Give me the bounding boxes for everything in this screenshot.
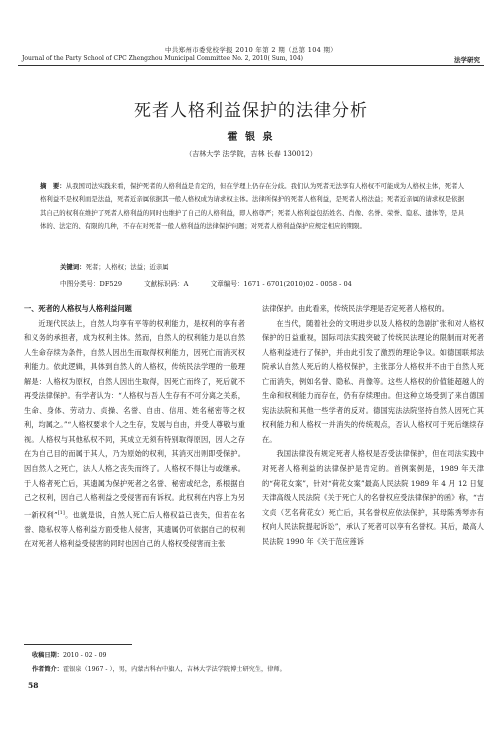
journal-header-cn: 中共郑州市委党校学报 2010 年第 2 期（总第 104 期）	[164, 46, 338, 54]
section-heading: 一、死者的人格权与人格利益问题	[24, 304, 132, 313]
article-number: 文章编号：1671 - 6701(2010)02 - 0058 - 04	[210, 280, 352, 288]
abstract-label: 摘 要：	[40, 182, 66, 190]
clc-number: 中图分类号：DF529	[60, 280, 123, 288]
document-code: 文献标识码：A	[144, 280, 189, 288]
footnote-rule	[24, 644, 132, 645]
body-paragraph: 我国法律没有规定死者人格权是否受法律保护，但在司法实践中对死者人格利益的法律保护是肯定的。首例案例是，1989 年天津的“荷花女案”，针对“荷花女案”最高人民法院 1989 年 4 月 12 日复天津高级人民法院《关于死亡人的名誉权应受法律保护的函》称，“吉文贞（艺名荷花女）死亡后，其名誉权应依法保护，其母陈秀琴亦有权向人民法院提起诉讼”，承认了死者可以享有名誉权。其后，最高人民法院 1990 年《关于范应莲诉	[262, 449, 484, 546]
article-author: 霍 银 泉	[227, 132, 275, 143]
keywords-label: 关键词：	[60, 263, 86, 271]
classification-line	[60, 278, 480, 288]
footnote-received: 收稿日期：2010 - 02 - 09	[32, 652, 107, 659]
section-tag: 法学研究	[454, 56, 480, 64]
article-title: 死者人格利益保护的法律分析	[134, 101, 368, 121]
abstract	[40, 180, 464, 234]
page-number: 58	[28, 681, 39, 690]
body-paragraph: 法律保护。由此看来，传统民法学理是否定死者人格权的。	[262, 304, 449, 313]
header-rule	[18, 65, 484, 66]
abstract-text: 从我国司法实践来看，保护死者的人格利益是肯定的，但在学理上仍存在分歧。我们认为死者无法享有人格权不可能成为人格权主体，死者人格利益不是权利而是法益，死者近亲属依据其一般人格权成为请求权主体。法律所保护的死者人格利益，是死者人格法益；死者近亲属的请求权是依据其自己的权利在维护了死者人格利益的同时也维护了自己的人格利益，即人格尊严；死者人格利益包括姓名、肖像、名誉、荣誉、隐私、遗体等，是具体的、法定的、有限的几种，不存在对死者一般人格利益的法律保护问题；对死者人格利益保护应规定相应的期限。	[40, 182, 465, 231]
keywords	[60, 262, 169, 271]
journal-header-en: Journal of the Party School of CPC Zhengzhou Municipal Committee No. 2, 2010( Sum, 104)	[22, 55, 304, 62]
author-affiliation: （吉林大学 法学院，吉林 长春 130012）	[185, 150, 317, 158]
body-paragraph: 近现代民法上，自然人均享有平等的权利能力，是权利的享有者和义务的承担者，成为权利主体。然而，自然人的权利能力是以自然人生命存续为条件，自然人因出生而取得权利能力，因死亡而消灭权利能力。依此逻辑，具体到自然人的人格权，传统民法学理的一般理解是：人格权为原权，自然人因出生取得，因死亡而终了，死后就不再受法律保护。有学者认为：“人格权与吾人生存有不可分离之关系，生命、身体、劳动力、贞操、名誉、自由、信用、姓名秘密等之权利，均属之。”“人格权要求个人之生存，发展与自由，并受人尊敬与重视。人格权与其他私权不同，其成立无须有特别取得原因，因人之存在为自己目的而属于其人，乃为原始的权利，其消灭出则即受保护。因自然人之死亡，法人人格之丧失而终了。人格权不得让与或继承。于人格者死亡后，其遗属为保护死者之名誉、秘密或纪念，系根据自己之权利，因自己人格利益之受侵害而有诉权。此权利在内容上为另一新权利”[1]。也就是说，自然人死亡后人格权益已丧失，但若在名誉、隐私权等人格利益方面受他人侵害，其遗属仍可依据自己的权利在对死者人格利益受侵害的同时也因自己的人格权受侵害而主张	[24, 318, 245, 549]
keywords-text: 死者；人格权；法益；近亲属	[85, 263, 169, 271]
body-paragraph: 在当代，随着社会的文明进步以及人格权的急剧扩张和对人格权保护的日益重视，国际司法实践突破了传统民法理论的限制而对死者人格利益进行了保护，并由此引发了激烈的理论争议。如德国联邦法院承认自然人死后的人格权保护，主张部分人格权并不由于自然人死亡而消失，例如名誉、隐私、肖像等。这些人格权的价值能超越人的生命和权利能力而存在，仍有存续理由。但这种立场受到了来自德国宪法法院和其他一些学者的反对。德国宪法法院坚持自然人因死亡其权利能力和人格权一并消失的传统观点，否认人格权可于死后继续存在。	[262, 318, 484, 444]
footnote-author-bio: 作者简介：霍银泉（1967 - ），男，内蒙古科右中旗人，吉林大学法学院博士研究生，律师。	[32, 666, 286, 673]
body-column-left	[24, 302, 245, 552]
body-column-right	[262, 302, 484, 549]
citation-ref: [1]	[57, 509, 65, 516]
